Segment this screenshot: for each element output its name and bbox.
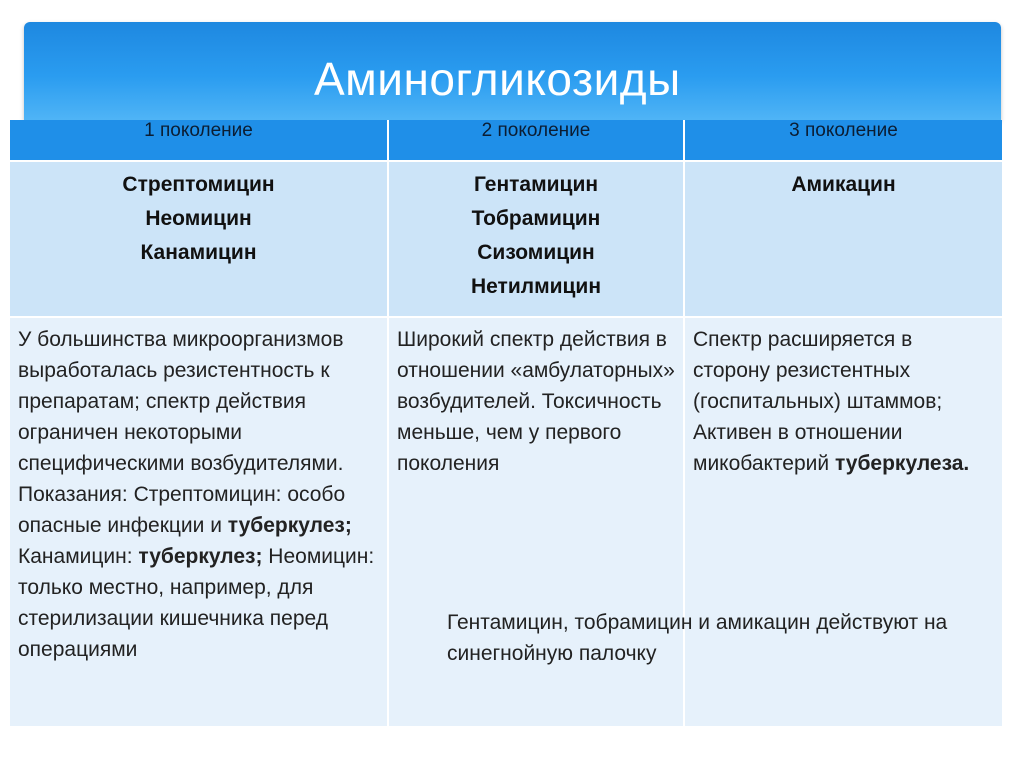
- gen-1-desc-kanamycin: Канамицин:: [18, 545, 139, 568]
- title-bar: [24, 22, 1001, 120]
- drug-name: Тобрамицин: [471, 207, 601, 230]
- drug-name: Стрептомицин: [122, 173, 275, 196]
- header-gen-3: 3 поколение: [684, 120, 1002, 161]
- header-row: [10, 120, 1002, 161]
- drug-names-row: [10, 161, 1002, 317]
- drug-name: Канамицин: [140, 241, 257, 264]
- pseudomonas-note: Гентамицин, тобрамицин и амикацин действуют на синегнойную палочку: [447, 611, 948, 665]
- gen-1-desc-streptomycin-tb: туберкулез;: [227, 514, 352, 537]
- drug-name: Нетилмицин: [470, 275, 602, 298]
- gen-2-drugs: [388, 161, 684, 317]
- drug-name: Сизомицин: [477, 241, 595, 264]
- drug-name: Амикацин: [791, 173, 896, 196]
- gen-1-desc-streptomycin: Стрептомицин: особо опасные инфекции и: [18, 483, 346, 537]
- slide-title: Аминогликозиды: [314, 53, 681, 105]
- gen-2-desc-text: Широкий спектр действия в отношении «амбулаторных» возбудителей. Токсичность меньше, чем у первого поколения: [397, 328, 675, 475]
- gen-3-desc-text: Спектр расширяется в сторону резистентных (госпитальных) штаммов; Активен в отношении микобактерий: [693, 328, 943, 475]
- drug-name: Неомицин: [145, 207, 252, 230]
- header-gen-1: 1 поколение: [10, 120, 388, 161]
- gen-3-drugs: [684, 161, 1002, 317]
- gen-3-desc-tb: туберкулеза.: [834, 452, 970, 475]
- gen-1-desc-intro: У большинства микроорганизмов выработалась резистентность к препаратам; спектр действия ограничен некоторыми специфическими возбудителями. Показания:: [18, 328, 344, 506]
- gen-1-drugs: [10, 161, 388, 317]
- gen-1-desc-neomycin: Неомицин: только местно, например, для стерилизации кишечника перед операциями: [18, 545, 375, 661]
- drug-name: Гентамицин: [473, 173, 599, 196]
- gen-1-description: [10, 317, 388, 726]
- header-gen-2: 2 поколение: [388, 120, 684, 161]
- gen-1-desc-kanamycin-tb: туберкулез;: [138, 545, 263, 568]
